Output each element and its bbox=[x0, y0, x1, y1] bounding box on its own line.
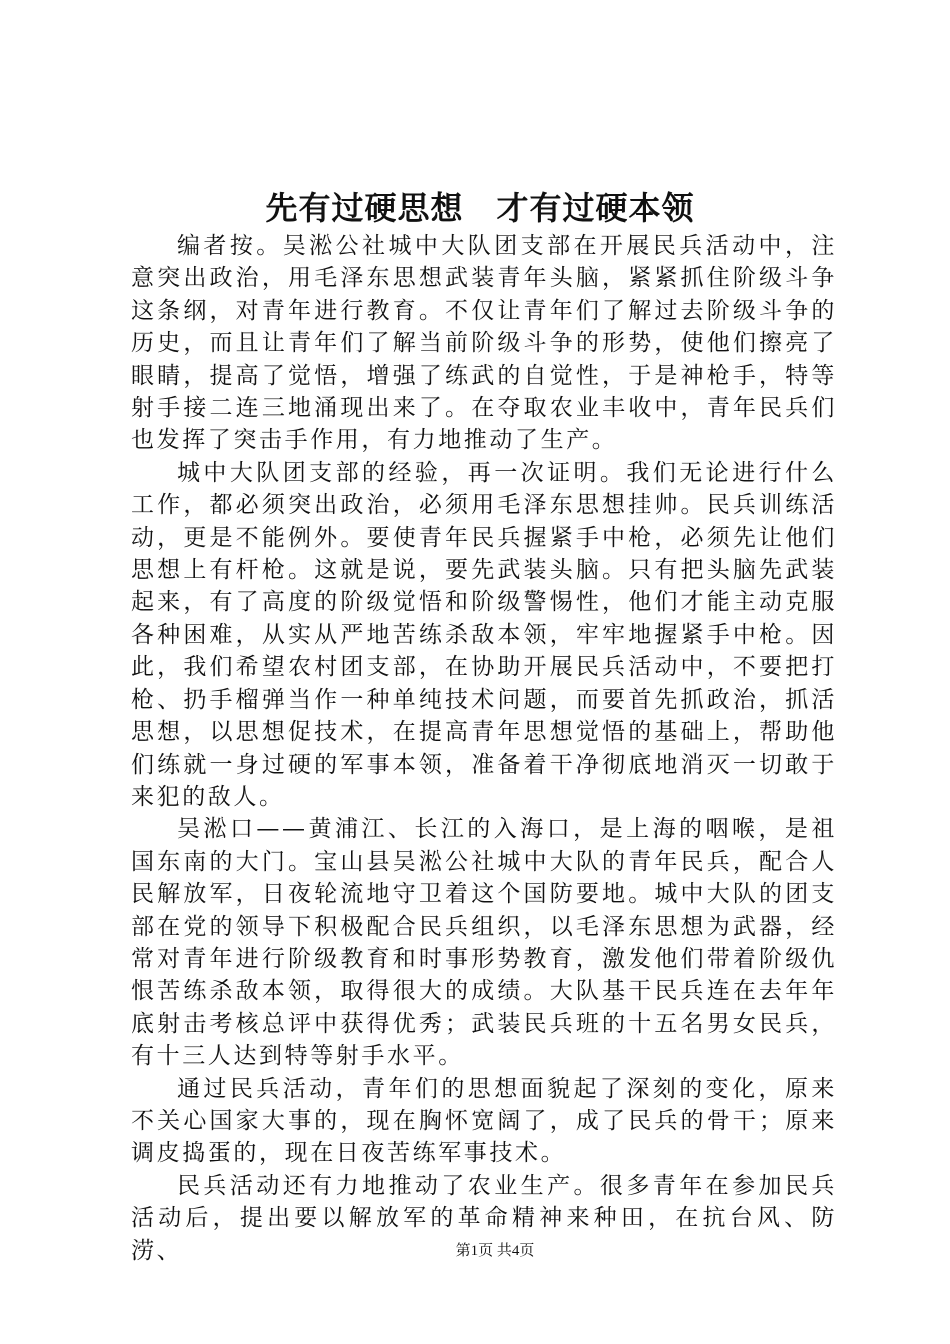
paragraph-editor-note: 编者按。吴淞公社城中大队团支部在开展民兵活动中，注意突出政治，用毛泽东思想武装青年头脑，紧紧抓住阶级斗争这条纲，对青年进行教育。不仅让青年们了解过去阶级斗争的历史，而且让青年们了解当前阶级斗争的形势，使他们擦亮了眼睛，提高了觉悟，增强了练武的自觉性，于是神枪手，特等射手接二连三地涌现出来了。在夺取农业丰收中，青年民兵们也发挥了突击手作用，有力地推动了生产。 bbox=[131, 233, 837, 454]
paragraph-experience: 城中大队团支部的经验，再一次证明。我们无论进行什么工作，都必须突出政治，必须用毛泽东思想挂帅。民兵训练活动，更是不能例外。要使青年民兵握紧手中枪，必须先让他们思想上有杆枪。这就是说，要先武装头脑。只有把头脑先武装起来，有了高度的阶级觉悟和阶级警惕性，他们才能主动克服各种困难，从实从严地苦练杀敌本领，牢牢地握紧手中枪。因此，我们希望农村团支部，在协助开展民兵活动中，不要把打枪、扔手榴弹当作一种单纯技术问题，而要首先抓政治，抓活思想，以思想促技术，在提高青年思想觉悟的基础上，帮助他们练就一身过硬的军事本领，准备着干净彻底地消灭一切敢于来犯的敌人。 bbox=[131, 459, 837, 810]
document-body bbox=[131, 230, 837, 1267]
paragraph-wusongkou: 吴淞口——黄浦江、长江的入海口，是上海的咽喉，是祖国东南的大门。宝山县吴淞公社城中大队的青年民兵，配合人民解放军，日夜轮流地守卫着这个国防要地。城中大队的团支部在党的领导下积极配合民兵组织，以毛泽东思想为武器，经常对青年进行阶级教育和时事形势教育，激发他们带着阶级仇恨苦练杀敌本领，取得很大的成绩。大队基干民兵连在去年年底射击考核总评中获得优秀；武装民兵班的十五名男女民兵，有十三人达到特等射手水平。 bbox=[131, 816, 837, 1070]
page-number-footer: 第1页 共4页 bbox=[455, 1243, 535, 1259]
paragraph-ideological-change: 通过民兵活动，青年们的思想面貌起了深刻的变化，原来不关心国家大事的，现在胸怀宽阔了，成了民兵的骨干；原来调皮捣蛋的，现在日夜苦练军事技术。 bbox=[131, 1075, 837, 1167]
paragraph-production: 民兵活动还有力地推动了农业生产。很多青年在参加民兵活动后，提出要以解放军的革命精神来种田，在抗台风、防涝、 bbox=[131, 1172, 837, 1264]
document-title: 先有过硬思想 才有过硬本领 bbox=[265, 189, 695, 227]
